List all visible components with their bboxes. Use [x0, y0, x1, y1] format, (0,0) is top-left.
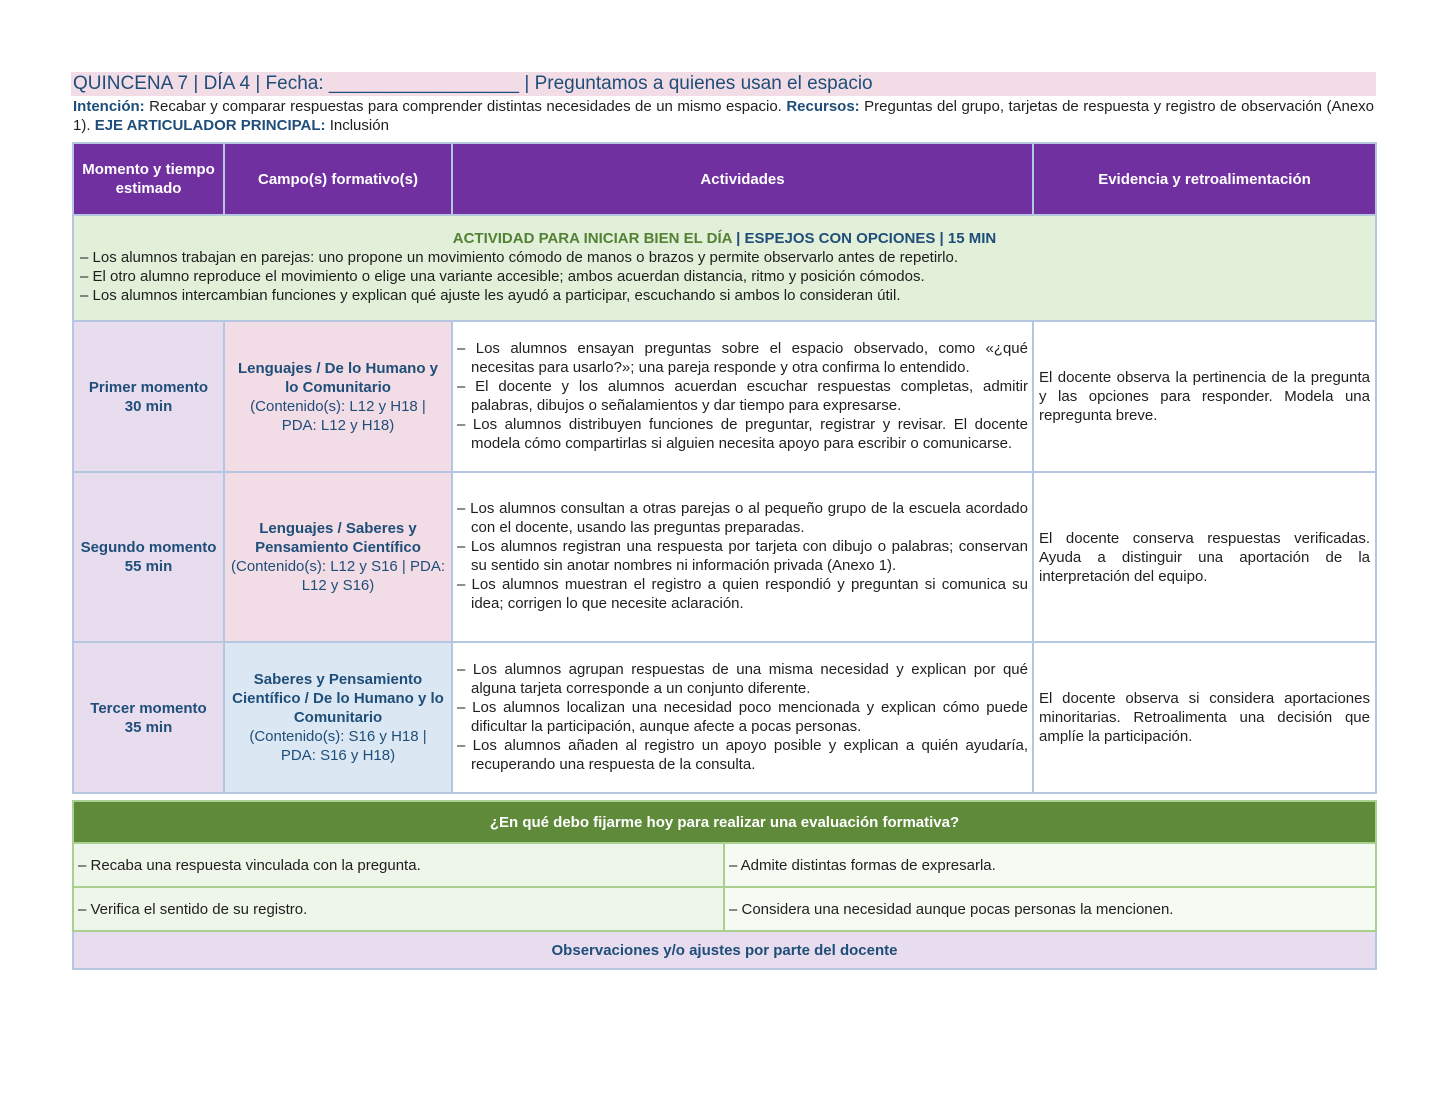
page-title: QUINCENA 7 | DÍA 4 | Fecha: __________________ | Preguntamos a quienes usan el espacio — [71, 72, 1376, 96]
table-row-primer-momento — [73, 321, 1376, 472]
activity-table — [72, 142, 1377, 794]
activities-cell — [452, 321, 1033, 472]
activity-item: – Los alumnos agrupan respuestas de una misma necesidad y explican por qué alguna tarjeta corresponde a un conjunto diferente. — [457, 660, 1028, 697]
start-activity-cell — [73, 215, 1376, 321]
activities-cell — [452, 642, 1033, 793]
activity-item: – Los alumnos muestran el registro a quien respondió y preguntan si comunica su idea; corrigen lo que necesite aclaración. — [457, 576, 1028, 612]
intro-paragraph — [71, 96, 1376, 135]
start-activity-row — [73, 215, 1376, 321]
recursos-label: Recursos: — [786, 98, 860, 115]
campo-cell — [224, 321, 452, 472]
start-activity-title-blue: | ESPEJOS CON OPCIONES | 15 MIN — [731, 230, 997, 247]
activity-item: – Los alumnos ensayan preguntas sobre el espacio observado, como «¿qué necesitas para usarlo?»; una pareja responde y otra confirma lo entendido. — [457, 339, 1028, 376]
observations-heading: Observaciones y/o ajustes por parte del docente — [73, 931, 1376, 969]
recursos-text: Preguntas del grupo, tarjetas de respuesta y registro de observación (Anexo 1). — [73, 98, 1375, 134]
header-campo: Campo(s) formativo(s) — [224, 143, 452, 215]
moment-time: 35 min — [124, 718, 173, 736]
evidence-cell: El docente observa si considera aportaciones minoritarias. Retroalimenta una decisión que amplíe la participación. — [1033, 642, 1376, 793]
table-row-tercer-momento — [73, 642, 1376, 793]
evaluation-table — [72, 800, 1377, 970]
table-row-segundo-momento — [73, 472, 1376, 642]
intencion-label: Intención: — [73, 98, 145, 115]
start-activity-title — [80, 229, 1369, 248]
start-activity-title-green: ACTIVIDAD PARA INICIAR BIEN EL DÍA — [452, 230, 732, 247]
activities-cell — [452, 472, 1033, 642]
campo-name: Lenguajes / Saberes y Pensamiento Científico — [255, 520, 421, 556]
campo-detail: (Contenido(s): L12 y H18 | PDA: L12 y H18) — [250, 397, 426, 434]
activity-item: – Los alumnos localizan una necesidad poco mencionada y explican cómo puede dificultar la participación, aunque afecte a pocas personas. — [457, 698, 1028, 735]
moment-cell — [73, 642, 224, 793]
evaluation-item: – Considera una necesidad aunque pocas personas la mencionen. — [724, 887, 1376, 931]
activity-item: – Los alumnos consultan a otras parejas o al pequeño grupo de la escuela acordado con el docente, usando las preguntas preparadas. — [457, 500, 1028, 536]
header-evidencia: Evidencia y retroalimentación — [1033, 143, 1376, 215]
campo-detail: (Contenido(s): L12 y S16 | PDA: L12 y S16) — [231, 558, 445, 594]
intencion-text: Recabar y comparar respuestas para comprender distintas necesidades de un mismo espacio. — [149, 98, 782, 115]
moment-cell — [73, 472, 224, 642]
moment-name: Tercer momento — [90, 699, 207, 717]
moment-time: 30 min — [124, 397, 173, 415]
lesson-plan-page — [71, 72, 1376, 970]
campo-name: Lenguajes / De lo Humano y lo Comunitario — [237, 359, 439, 396]
campo-name: Saberes y Pensamiento Científico / De lo Humano y lo Comunitario — [232, 671, 444, 726]
activity-item: – El docente y los alumnos acuerdan escuchar respuestas completas, admitir palabras, dibujos o señalamientos y dar tiempo para expresarse. — [457, 377, 1028, 414]
eje-text: Inclusión — [329, 117, 389, 134]
evaluation-title: ¿En qué debo fijarme hoy para realizar una evaluación formativa? — [73, 801, 1376, 843]
evaluation-item: – Admite distintas formas de expresarla. — [724, 843, 1376, 887]
moment-name: Primer momento — [88, 378, 209, 396]
start-activity-line: – Los alumnos intercambian funciones y explican qué ajuste les ayudó a participar, escuchando si ambos lo consideran útil. — [80, 287, 901, 304]
evidence-cell: El docente observa la pertinencia de la pregunta y las opciones para responder. Modela una repregunta breve. — [1033, 321, 1376, 472]
evaluation-item: – Recaba una respuesta vinculada con la pregunta. — [73, 843, 724, 887]
evidence-cell: El docente conserva respuestas verificadas. Ayuda a distinguir una aportación de la interpretación del equipo. — [1033, 472, 1376, 642]
header-actividades: Actividades — [452, 143, 1033, 215]
start-activity-line: – El otro alumno reproduce el movimiento o elige una variante accesible; ambos acuerdan distancia, ritmo y posición cómodos. — [80, 268, 925, 285]
table-header-row — [73, 143, 1376, 215]
start-activity-line: – Los alumnos trabajan en parejas: uno propone un movimiento cómodo de manos o brazos y permite observarlo antes de repetirlo. — [80, 249, 959, 266]
evaluation-item: – Verifica el sentido de su registro. — [73, 887, 724, 931]
moment-cell — [73, 321, 224, 472]
activity-item: – Los alumnos registran una respuesta por tarjeta con dibujo o palabras; conservan su sentido sin anotar nombres ni información privada (Anexo 1). — [457, 538, 1028, 574]
activity-item: – Los alumnos distribuyen funciones de preguntar, registrar y revisar. El docente modela cómo compartirlas si alguien necesita apoyo para escribir o comunicarse. — [457, 415, 1028, 452]
activity-item: – Los alumnos añaden al registro un apoyo posible y explican a quién ayudaría, recuperando una respuesta de la consulta. — [457, 736, 1028, 773]
campo-detail: (Contenido(s): S16 y H18 | PDA: S16 y H18) — [249, 728, 427, 764]
moment-name: Segundo momento — [80, 539, 217, 556]
header-momento: Momento y tiempo estimado — [73, 143, 224, 215]
campo-cell — [224, 472, 452, 642]
moment-time: 55 min — [124, 558, 173, 575]
eje-label: EJE ARTICULADOR PRINCIPAL: — [94, 117, 326, 134]
campo-cell — [224, 642, 452, 793]
